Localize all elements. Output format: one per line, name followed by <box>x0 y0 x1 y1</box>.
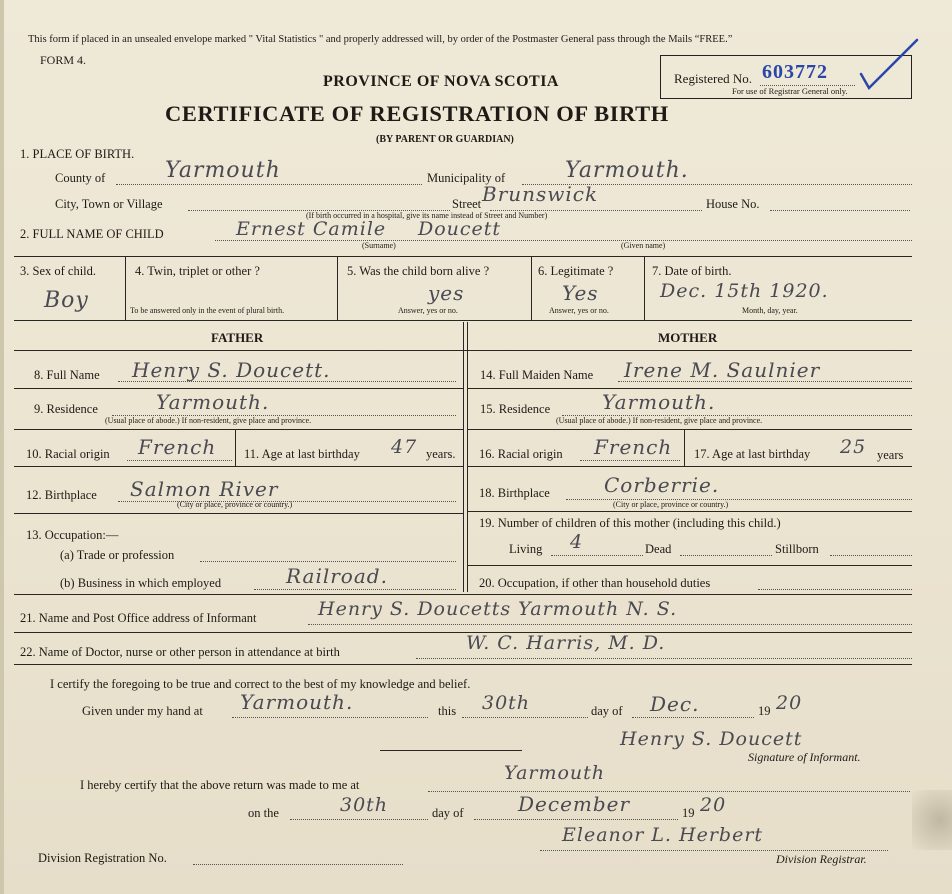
row3-divider-2 <box>337 256 338 320</box>
father-rule-4 <box>14 513 463 514</box>
stillborn-line <box>830 555 912 556</box>
row3-divider-4 <box>644 256 645 320</box>
certify-month-value: Dec. <box>650 692 700 716</box>
mother-age-years: years <box>877 448 904 462</box>
informant-value: Henry S. Doucetts Yarmouth N. S. <box>318 598 678 620</box>
row3-top-rule <box>14 256 912 257</box>
father-occupation-label: 13. Occupation:— <box>26 528 119 542</box>
sex-value: Boy <box>44 288 89 313</box>
father-rule-3 <box>14 466 463 467</box>
row3-bottom-rule <box>14 320 912 321</box>
certify-year-prefix: 19 <box>758 704 771 718</box>
child-given-value: Ernest Camile <box>236 218 387 240</box>
county-value: Yarmouth <box>165 158 281 183</box>
given-place-line <box>232 717 428 718</box>
mother-birthplace-value: Corberrie. <box>604 473 720 497</box>
given-name-caption: (Given name) <box>621 241 666 250</box>
legitimate-label: 6. Legitimate ? <box>538 264 614 278</box>
registrar-signature-line <box>540 850 888 851</box>
mailing-notice: This form if placed in an unsealed envelope marked " Vital Statistics " and properly addressed will, by order of the Postmaster General pass through the Mails “FREE.” <box>28 34 733 45</box>
division-registration-line <box>193 864 403 865</box>
mother-children-label: 19. Number of children of this mother (including this child.) <box>479 516 781 530</box>
father-name-value: Henry S. Doucett. <box>132 358 331 382</box>
mother-racial-value: French <box>594 435 673 459</box>
street-value: Brunswick <box>482 182 599 206</box>
house-label: House No. <box>706 197 760 211</box>
father-residence-note: (Usual place of abode.) If non-resident, give place and province. <box>105 416 312 425</box>
father-residence-value: Yarmouth. <box>156 390 270 414</box>
registered-number: 603772 <box>762 61 828 83</box>
father-residence-label: 9. Residence <box>34 402 98 416</box>
mother-racial-line <box>580 460 680 461</box>
living-value: 4 <box>570 531 584 553</box>
municipality-label: Municipality of <box>427 171 506 185</box>
mother-birthplace-note: (City or place, province or country.) <box>613 500 729 509</box>
father-racial-line <box>127 460 232 461</box>
certificate-title: CERTIFICATE OF REGISTRATION OF BIRTH <box>165 101 669 126</box>
registrar-day-of-label: day of <box>432 806 464 820</box>
certificate-subtitle: (BY PARENT OR GUARDIAN) <box>376 134 514 145</box>
registered-note: For use of Registrar General only. <box>732 86 848 96</box>
mother-racial-label: 16. Racial origin <box>479 447 563 461</box>
mother-residence-label: 15. Residence <box>480 402 551 416</box>
mother-heading: MOTHER <box>658 330 718 345</box>
certify-day-value: 30th <box>482 692 531 714</box>
doctor-line <box>416 658 912 659</box>
certify-this-label: this <box>438 704 457 718</box>
mother-age-label: 17. Age at last birthday <box>694 447 811 461</box>
registrar-year-prefix: 19 <box>682 806 695 820</box>
division-registration-label: Division Registration No. <box>38 851 167 865</box>
father-business-line <box>254 589 456 590</box>
child-name-label: 2. FULL NAME OF CHILD <box>20 227 164 241</box>
twin-note: To be answered only in the event of plural birth. <box>130 306 285 315</box>
mother-rule-2 <box>467 429 912 430</box>
alive-value: yes <box>428 281 465 305</box>
dead-line <box>680 555 772 556</box>
mother-name-value: Irene M. Saulnier <box>624 358 821 382</box>
registrar-month-line <box>474 819 678 820</box>
paper-stain <box>912 790 952 850</box>
county-label: County of <box>55 171 106 185</box>
birth-date-label: 7. Date of birth. <box>652 264 732 278</box>
parents-divider-b <box>467 322 468 592</box>
informant-line <box>308 624 912 625</box>
place-of-birth-heading: 1. PLACE OF BIRTH. <box>20 147 135 161</box>
mother-rule-4 <box>467 511 912 512</box>
father-birthplace-label: 12. Birthplace <box>26 488 97 502</box>
dead-label: Dead <box>645 542 672 556</box>
mother-rule-1 <box>467 388 912 389</box>
father-age-label: 11. Age at last birthday <box>244 447 360 461</box>
surname-caption: (Surname) <box>362 241 396 250</box>
father-business-value: Railroad. <box>286 564 388 588</box>
stillborn-label: Stillborn <box>775 542 819 556</box>
mother-residence-note: (Usual place of abode.) If non-resident, give place and province. <box>556 416 763 425</box>
father-trade-label: (a) Trade or profession <box>60 548 175 562</box>
mother-rule-5 <box>467 565 912 566</box>
certify-month-line <box>632 717 754 718</box>
father-birthplace-value: Salmon River <box>130 477 279 501</box>
legitimate-note: Answer, yes or no. <box>549 306 609 315</box>
division-registrar-label: Division Registrar. <box>776 852 867 866</box>
mother-age-value: 25 <box>840 436 867 458</box>
father-racial-label: 10. Racial origin <box>26 447 110 461</box>
father-heading: FATHER <box>211 330 264 345</box>
parents-divider-a <box>463 322 464 592</box>
county-line <box>116 184 422 185</box>
signature-separator <box>380 750 522 751</box>
row3-divider-1 <box>125 256 126 320</box>
registrar-day-value: 30th <box>340 794 389 816</box>
doctor-label: 22. Name of Doctor, nurse or other person in attendance at birth <box>20 645 340 659</box>
certify-day-of-label: day of <box>591 704 623 718</box>
father-racial-value: French <box>138 435 217 459</box>
father-trade-line <box>200 561 456 562</box>
municipality-value: Yarmouth. <box>565 158 689 183</box>
parents-bottom-rule <box>14 594 912 595</box>
living-label: Living <box>509 542 543 556</box>
registrar-day-line <box>290 819 428 820</box>
sex-label: 3. Sex of child. <box>20 264 97 278</box>
doctor-value: W. C. Harris, M. D. <box>466 632 666 654</box>
living-line <box>551 555 643 556</box>
registrar-month-value: December <box>518 792 631 816</box>
birth-date-value: Dec. 15th 1920. <box>660 280 829 302</box>
father-rule-2 <box>14 429 463 430</box>
informant-signature-label: Signature of Informant. <box>748 750 861 764</box>
hospital-note: (If birth occurred in a hospital, give its name instead of Street and Number) <box>306 211 548 220</box>
form-number: FORM 4. <box>40 53 87 67</box>
row3-divider-3 <box>531 256 532 320</box>
given-under-label: Given under my hand at <box>82 704 203 718</box>
child-surname-value: Doucett <box>418 218 502 240</box>
father-rule-1 <box>14 388 463 389</box>
father-name-label: 8. Full Name <box>34 368 100 382</box>
street-label: Street <box>452 197 482 211</box>
check-mark-icon <box>855 36 925 96</box>
mother-birthplace-label: 18. Birthplace <box>479 486 550 500</box>
registrar-on-label: on the <box>248 806 279 820</box>
certify-text: I certify the foregoing to be true and correct to the best of my knowledge and belief. <box>50 677 471 691</box>
city-label: City, Town or Village <box>55 197 163 211</box>
mother-rule-3 <box>467 466 912 467</box>
alive-label: 5. Was the child born alive ? <box>347 264 490 278</box>
birth-date-note: Month, day, year. <box>742 306 798 315</box>
paper-edge <box>0 0 4 894</box>
registrar-signature: Eleanor L. Herbert <box>562 824 764 846</box>
doctor-rule <box>14 664 912 665</box>
legitimate-value: Yes <box>562 281 599 305</box>
father-age-years: years. <box>426 447 456 461</box>
child-name-line <box>215 240 912 241</box>
mother-occupation-line <box>758 589 912 590</box>
registered-label: Registered No. <box>674 71 752 86</box>
province-heading: PROVINCE OF NOVA SCOTIA <box>323 73 559 90</box>
registrar-place-value: Yarmouth <box>504 762 606 784</box>
informant-label: 21. Name and Post Office address of Informant <box>20 611 257 625</box>
father-birthplace-note: (City or place, province or country.) <box>177 500 293 509</box>
certify-day-line <box>462 717 588 718</box>
certify-year-value: 20 <box>776 692 803 714</box>
twin-label: 4. Twin, triplet or other ? <box>135 264 260 278</box>
mother-residence-value: Yarmouth. <box>602 390 716 414</box>
registrar-place-line <box>428 791 910 792</box>
father-age-value: 47 <box>391 436 418 458</box>
father-business-label: (b) Business in which employed <box>60 576 222 590</box>
mother-age-divider <box>684 430 685 466</box>
given-place-value: Yarmouth. <box>240 690 354 714</box>
parents-heading-rule <box>14 350 912 351</box>
house-line <box>770 210 910 211</box>
mother-name-label: 14. Full Maiden Name <box>480 368 594 382</box>
father-age-divider <box>235 430 236 466</box>
alive-note: Answer, yes or no. <box>398 306 458 315</box>
registrar-year-value: 20 <box>700 794 727 816</box>
informant-rule <box>14 632 912 633</box>
informant-signature: Henry S. Doucett <box>620 728 803 750</box>
registrar-text: I hereby certify that the above return was made to me at <box>80 778 360 792</box>
mother-occupation-label: 20. Occupation, if other than household duties <box>479 576 711 590</box>
